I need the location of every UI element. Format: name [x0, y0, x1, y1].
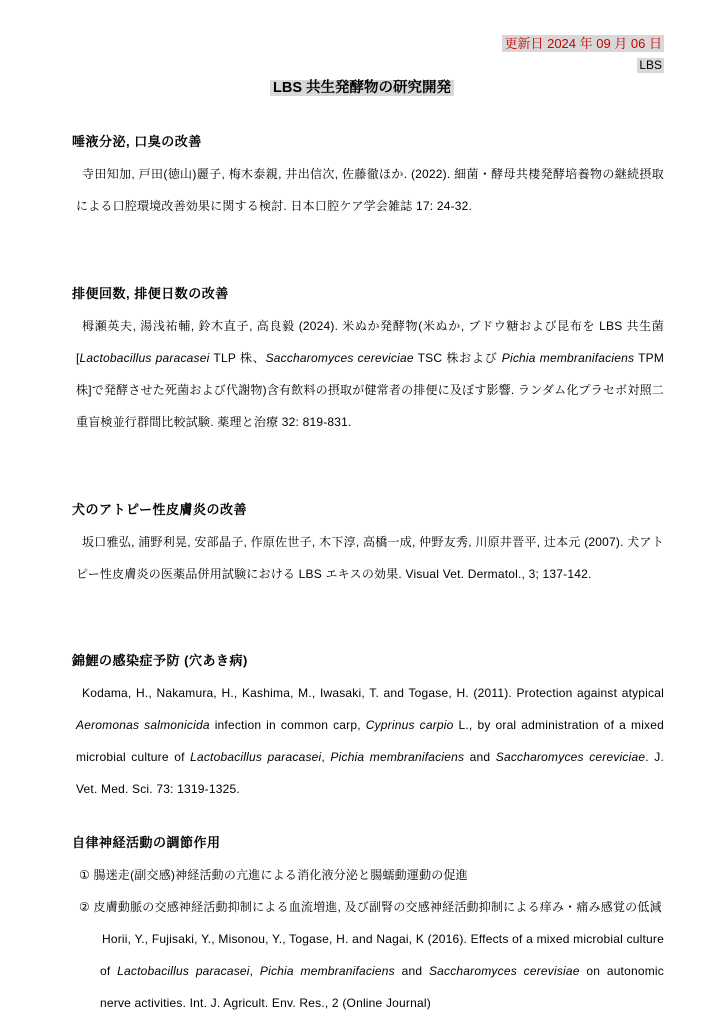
citation-paragraph — [76, 677, 664, 805]
section-heading: 自律神経活動の調節作用 — [72, 835, 221, 850]
text-run: Pichia membranifaciens — [330, 750, 465, 764]
text-run: and — [464, 750, 496, 764]
text-run: TLP 株、 — [209, 351, 266, 365]
text-run: Kodama, H., Nakamura, H., Kashima, M., Iwasaki, T. and Togase, H. (2011). Protection against atypical — [82, 686, 664, 700]
text-run: L., by oral administration of a mixed microbial culture of — [76, 718, 665, 764]
text-run: , — [249, 964, 260, 978]
text-run: TPM 株]で発酵させた死菌および代謝物)含有飲料の摂取が健常者の排便に及ぼす影響. ランダム化プラセボ対照二重盲検並行群間比較試験. 薬理と治療 32: 819-831. — [76, 351, 665, 429]
text-run: 栂瀬英夫, 湯浅祐輔, 鈴木直子, 高良毅 (2024). 米ぬか発酵物(米ぬか, ブドウ糖および昆布を LBS 共生菌 [ — [76, 319, 664, 365]
text-run: Saccharomyces cerevisiae — [428, 964, 580, 978]
citation-paragraph — [76, 158, 664, 222]
text-run: Lactobacillus paracasei — [117, 964, 250, 978]
citation-paragraph — [76, 526, 664, 590]
text-run: infection in common carp, — [209, 718, 366, 732]
citation-paragraph — [76, 310, 664, 438]
text-run: Aeromonas salmonicida — [76, 718, 210, 732]
text-run: Pichia membranifaciens — [501, 351, 635, 365]
text-run: on autonomic nerve activities. Int. J. Agricult. Env. Res., 2 (Online Journal) — [100, 964, 664, 1010]
doc-label: LBS — [639, 58, 662, 72]
text-run: Lactobacillus paracasei — [79, 351, 210, 365]
section-dog-atopy — [72, 494, 664, 590]
text-run: 寺田知加, 戸田(徳山)麗子, 梅木泰親, 井出信次, 佐藤徹ほか. (2022). 細菌・酵母共棲発酵培養物の継続摂取による口腔環境改善効果に関する検討. 日本口腔ケア学会雑誌 17: 24-32. — [76, 167, 664, 213]
section-heading: 唾液分泌, 口臭の改善 — [72, 134, 202, 149]
text-run: Pichia membranifaciens — [259, 964, 395, 978]
text-run: Lactobacillus paracasei — [190, 750, 322, 764]
text-run: Cyprinus carpio — [365, 718, 454, 732]
update-date: 更新日 2024 年 09 月 06 日 — [504, 36, 662, 51]
list-item: ② 皮膚動脈の交感神経活動抑制による血流増進, 及び副腎の交感神経活動抑制による痒み・痛み感覚の低減 — [79, 900, 662, 914]
text-run: . J. Vet. Med. Sci. 73: 1319-1325. — [76, 750, 665, 796]
section-heading: 排便回数, 排便日数の改善 — [72, 286, 229, 301]
section-heading: 犬のアトピー性皮膚炎の改善 — [72, 502, 247, 517]
text-run: and — [394, 964, 429, 978]
page-title-row — [0, 79, 724, 98]
section-heading: 錦鯉の感染症予防 (穴あき病) — [72, 653, 248, 668]
text-run: TSC 株および — [413, 351, 502, 365]
text-run: , — [321, 750, 331, 764]
page-title: LBS 共生発酵物の研究開発 — [270, 80, 454, 96]
section-autonomic-nerve — [72, 827, 664, 1019]
text-run: Saccharomyces cereviciae — [265, 351, 414, 365]
section-bowel — [72, 278, 664, 438]
text-run: Horii, Y., Fujisaki, Y., Misonou, Y., Togase, H. and Nagai, K (2016). Effects of a mixed microbial culture of — [100, 932, 664, 978]
section-koi-infection — [72, 645, 664, 805]
text-run: 坂口雅弘, 浦野利晃, 安部晶子, 作原佐世子, 木下淳, 高橋一成, 仲野友秀, 川原井晋平, 辻本元 (2007). 犬アトピー性皮膚炎の医薬品併用試験における LBS エキスの効果. Visual Vet. Dermatol., 3; 137-142. — [76, 535, 664, 581]
citation-paragraph — [100, 923, 664, 1019]
text-run: Saccharomyces cereviciae — [495, 750, 646, 764]
list-item: ① 腸迷走(副交感)神経活動の亢進による消化液分泌と腸蠕動運動の促進 — [79, 868, 468, 882]
section-saliva-oral — [72, 126, 664, 222]
